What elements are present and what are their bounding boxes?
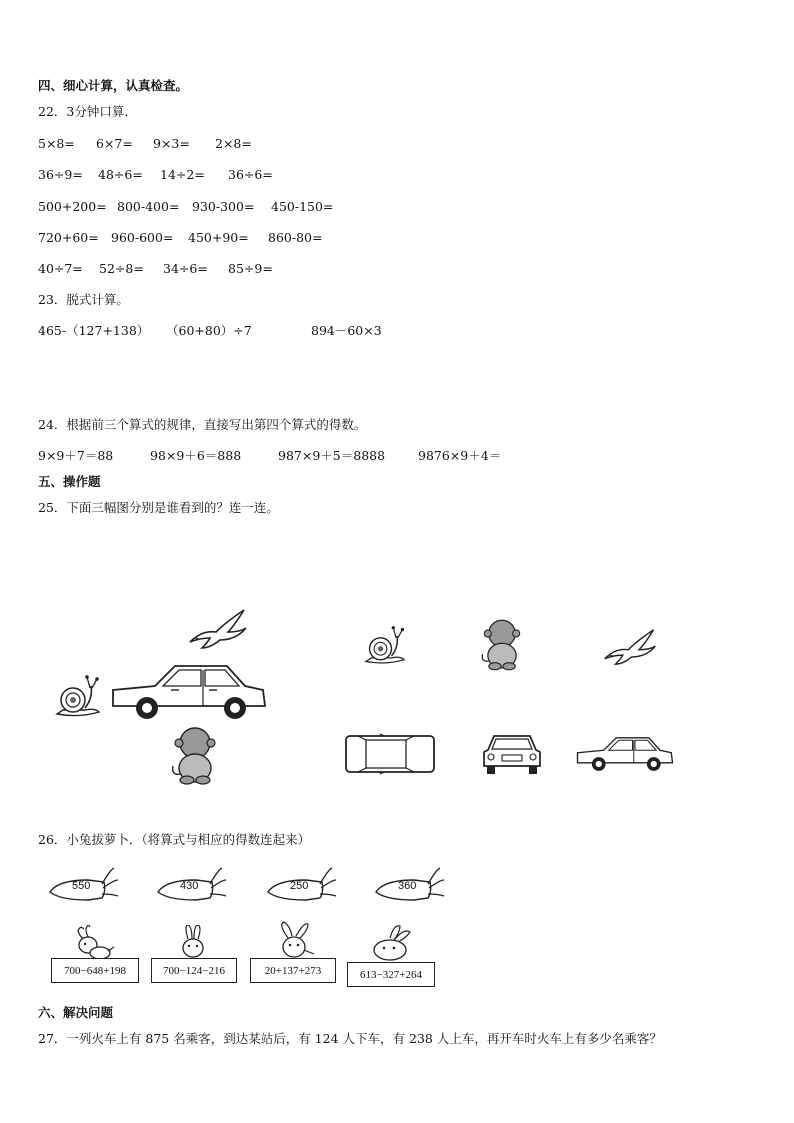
carrot-value: 430 [180, 880, 199, 892]
q26-title: 26．小兔拔萝卜．（将算式与相应的得数连起来） [38, 832, 311, 847]
q25-title: 25．下面三幅图分别是谁看到的？连一连。 [38, 500, 279, 515]
calc-item: 6×7= [96, 136, 133, 151]
calc-item: 52÷8= [99, 261, 144, 276]
carrot-value: 360 [398, 880, 417, 892]
equation-card: 700−124−216 [151, 958, 237, 983]
section-5-title: 五、操作题 [38, 474, 101, 489]
calc-item: 5×8= [38, 136, 75, 151]
monkey-back-view-illustration [169, 726, 221, 786]
q27-text: 27．一列火车上有 875 名乘客，到达某站后，有 124 人下车，有 238 人上车，再开车时火车上有多少名乘客？ [38, 1031, 662, 1046]
q23-expression: （60+80）÷7 [166, 323, 252, 338]
calc-item: 48÷6= [98, 167, 143, 182]
snail-illustration [364, 625, 408, 667]
carrot-value: 550 [72, 880, 91, 892]
rabbit-illustration [274, 920, 318, 960]
calc-item: 2×8= [215, 136, 252, 151]
carrot-value: 250 [290, 880, 309, 892]
car-side-view-illustration [109, 660, 269, 724]
calc-item: 450-150= [271, 199, 334, 214]
calc-item: 450+90= [188, 230, 249, 245]
equation-card: 700−648+198 [51, 958, 139, 983]
calc-item: 14÷2= [160, 167, 205, 182]
monkey-back-view-illustration [479, 618, 525, 672]
calc-item: 930-300= [192, 199, 255, 214]
q24-pattern-item: 98×9＋6＝888 [150, 448, 242, 463]
section-6-title: 六、解决问题 [38, 1005, 114, 1020]
snail-illustration [55, 674, 103, 720]
calc-item: 85÷9= [228, 261, 273, 276]
equation-card: 20+137+273 [250, 958, 336, 983]
q23-title: 23．脱式计算。 [38, 292, 129, 307]
q24-pattern-item: 9×9＋7＝88 [38, 448, 114, 463]
calc-item: 36÷9= [38, 167, 83, 182]
q22-title: 22．3分钟口算． [38, 104, 137, 119]
calc-item: 36÷6= [228, 167, 273, 182]
calc-item: 800-400= [117, 199, 180, 214]
bird-illustration [602, 628, 658, 666]
calc-item: 9×3= [153, 136, 190, 151]
car-side-view-illustration [574, 734, 676, 774]
bird-illustration [188, 608, 248, 650]
equation-card: 613−327+264 [347, 962, 435, 987]
q24-pattern-item: 9876×9＋4＝ [418, 448, 502, 463]
calc-item: 34÷6= [163, 261, 208, 276]
q23-expression: 465-（127+138） [38, 323, 150, 338]
calc-item: 960-600= [111, 230, 174, 245]
section-4-title: 四、细心计算，认真检查。 [38, 78, 189, 93]
rabbit-illustration [178, 925, 208, 959]
car-top-view-illustration [344, 732, 436, 776]
q23-expression: 894－60×3 [311, 323, 382, 338]
calc-item: 720+60= [38, 230, 99, 245]
q24-title: 24．根据前三个算式的规律，直接写出第四个算式的得数。 [38, 417, 367, 432]
calc-item: 860-80= [268, 230, 323, 245]
rabbit-illustration [368, 924, 414, 962]
calc-item: 500+200= [38, 199, 107, 214]
calc-item: 40÷7= [38, 261, 83, 276]
car-front-view-illustration [482, 732, 542, 776]
q24-pattern-item: 987×9＋5＝8888 [278, 448, 386, 463]
rabbit-illustration [70, 925, 116, 959]
